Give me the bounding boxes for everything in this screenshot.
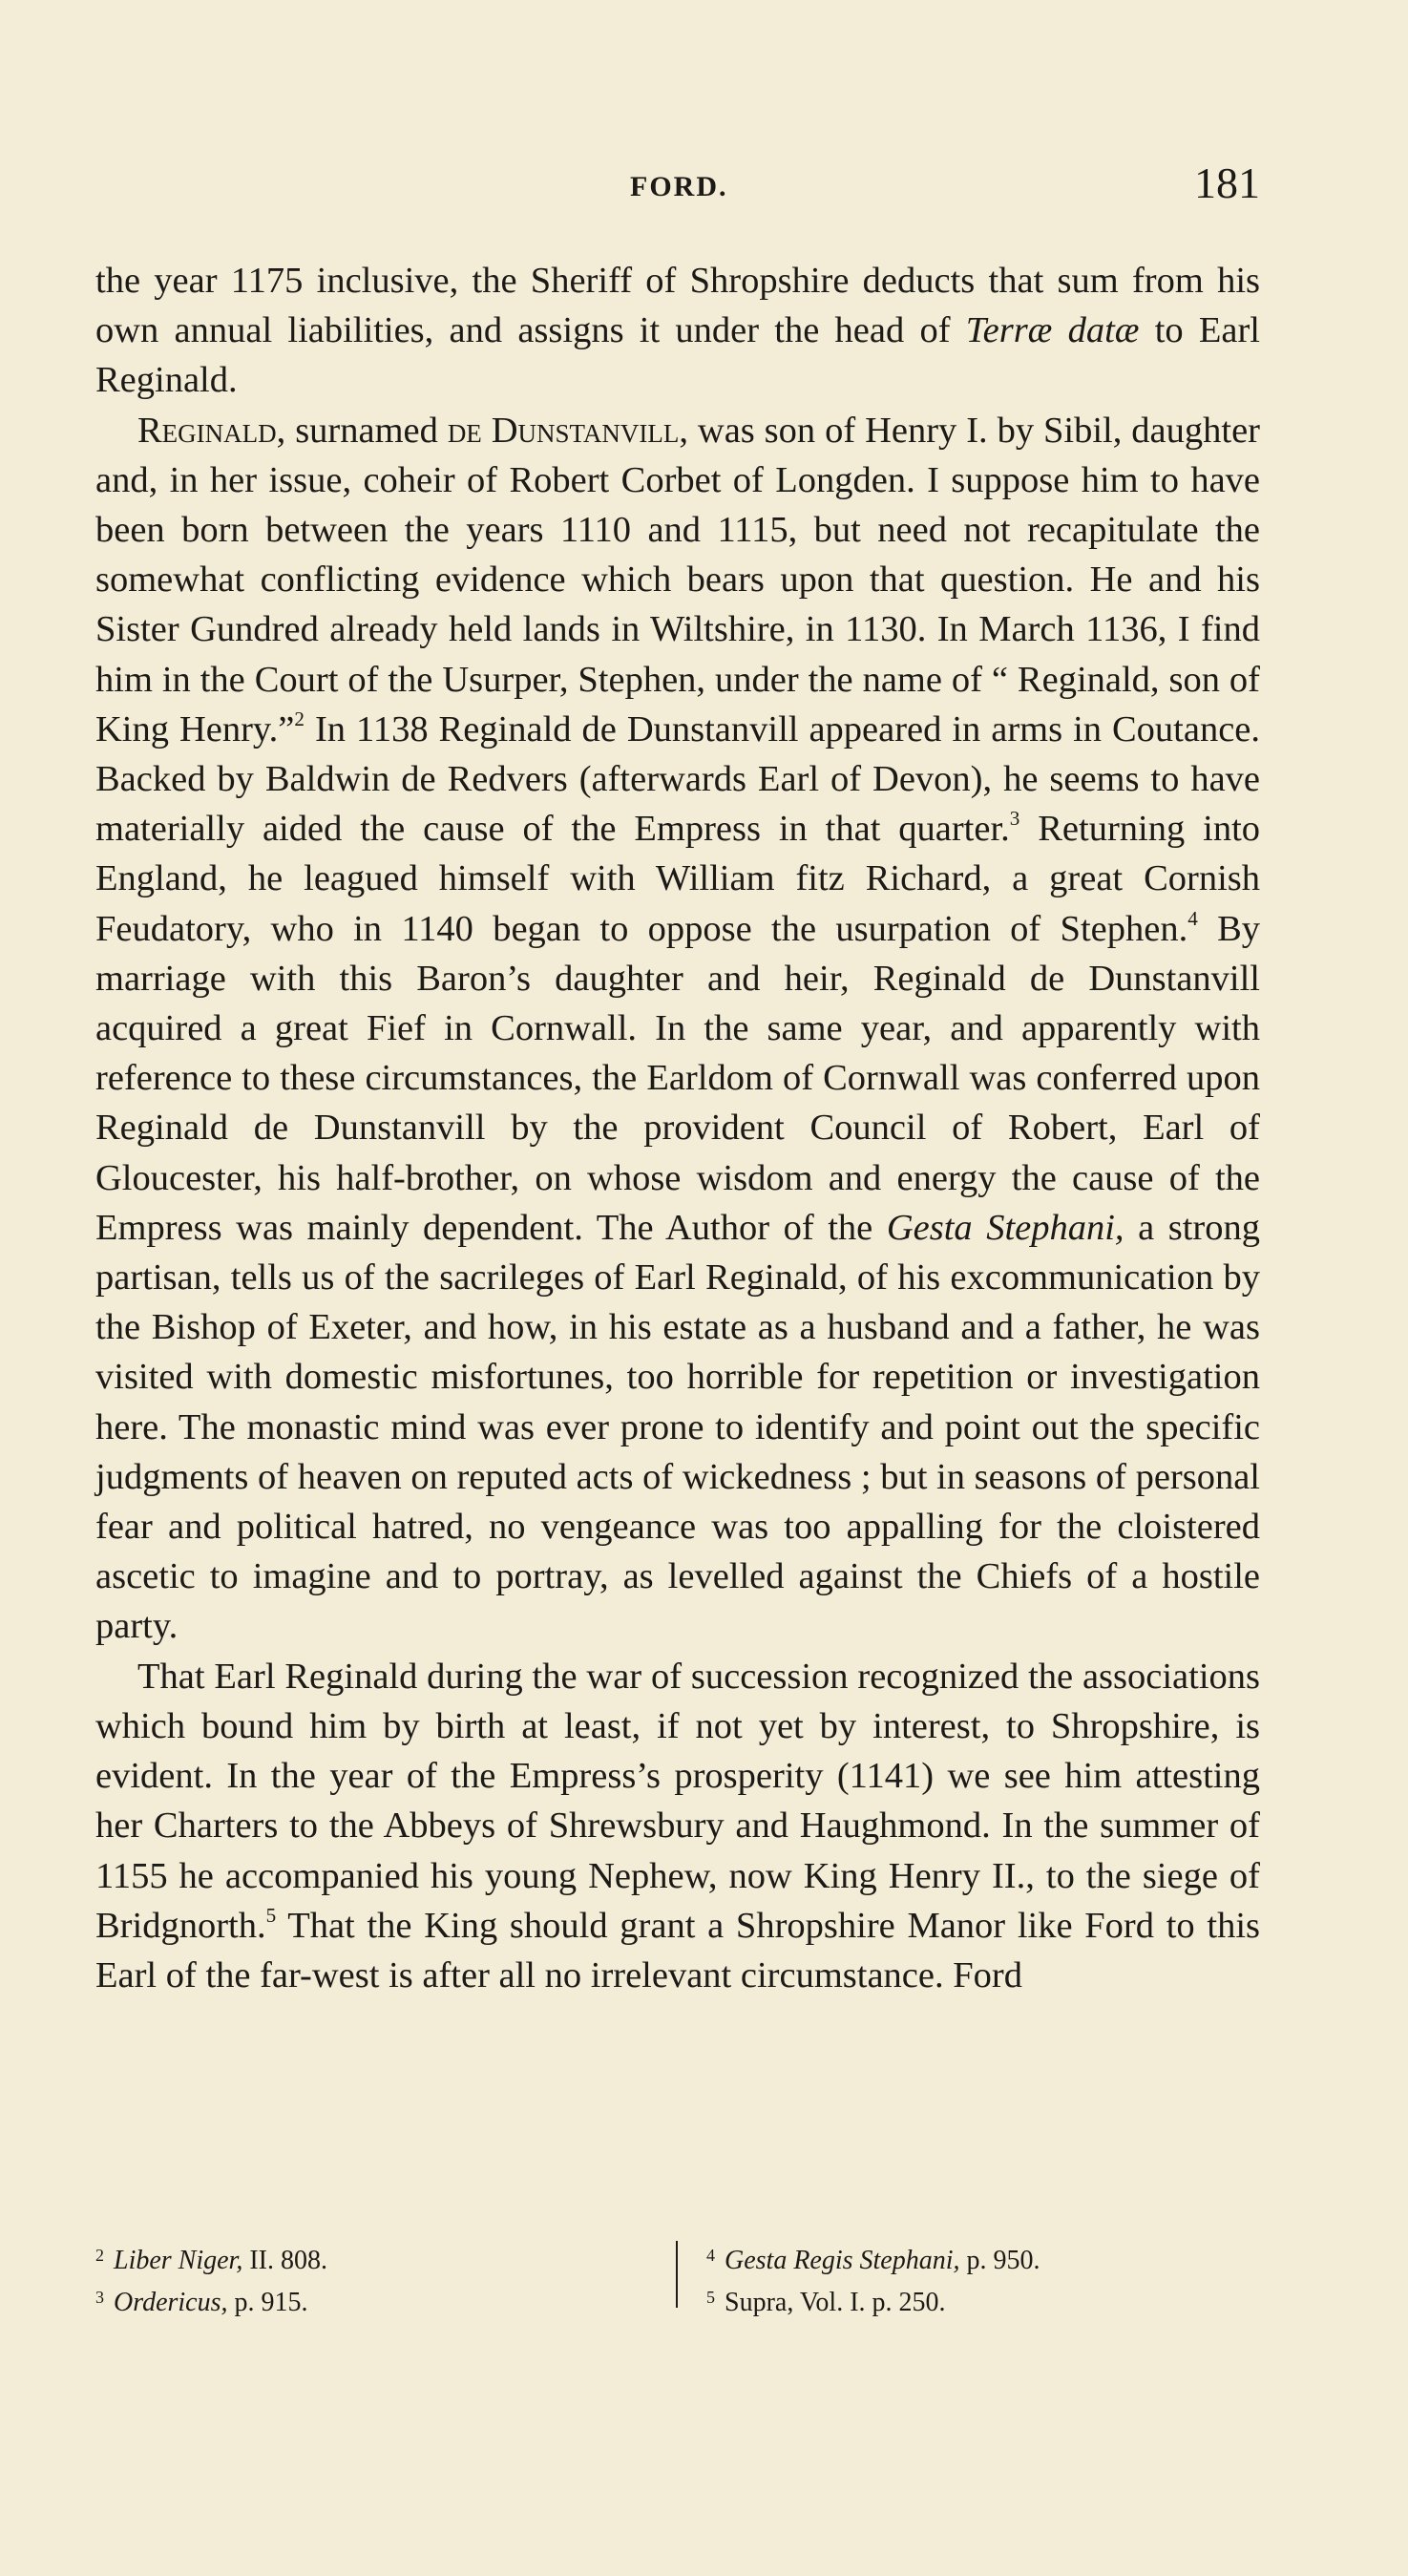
italic-term: Terræ datæ: [965, 310, 1140, 351]
footnote-2: $^2$ Liber Niger, II. 808.: [95, 2246, 328, 2275]
footnote-divider: [676, 2241, 678, 2308]
running-head: FORD.: [630, 171, 728, 202]
footnote-3: $^3$ Ordericus, p. 915.: [95, 2288, 308, 2317]
body-text: [95, 256, 1260, 2000]
small-caps-name: Reginald,: [137, 410, 286, 451]
footnote-ref-5: 5: [265, 1903, 277, 1927]
page-header: [95, 158, 1260, 215]
footnote-column-right: [706, 2237, 1260, 2321]
italic-title: Gesta Stephani,: [886, 1207, 1124, 1248]
footnote-column-left: [95, 2237, 630, 2321]
paragraph-1: the year 1175 inclusive, the Sheriff of Shropshire deducts that sum from his own annual liabilities, and assigns it under the head of Terræ datæ to Earl Reginald.: [95, 261, 1260, 401]
small-caps-surname: de Dunstanvill,: [447, 410, 688, 451]
footnote-4: $^4$ Gesta Regis Stephani, p. 950.: [706, 2246, 1040, 2275]
paragraph-2: Reginald, surnamed de Dunstanvill, was son of Henry I. by Sibil, daughter and, in her issue, coheir of Robert Corbet of Longden. I suppose him to have been born between the years 1110 and 1115, but need not recapitulate the somewhat conflicting evidence which bears upon that question. He and his Sister Gundred already held lands in Wiltshire, in 1130. In March 1136, I find him in the Court of the Usurper, Stephen, under the name of “ Reginald, son of King Henry.”$^2$ In 1138 Reginald de Dunstanvill appeared in arms in Coutance. Backed by Baldwin de Redvers (afterwards Earl of Devon), he seems to have materially aided the cause of the Empress in that quarter.$^3$ Returning into England, he leagued himself with William fitz Richard, a great Cornish Feudatory, who in 1140 began to oppose the usurpation of Stephen.$^4$ By marriage with this Baron’s daughter and heir, Reginald de Dunstanvill acquired a great Fief in Cornwall. In the same year, and apparently with reference to these circumstances, the Earldom of Cornwall was conferred upon Reginald de Dunstanvill by the provident Council of Robert, Earl of Gloucester, his half-brother, on whose wisdom and energy the cause of the Empress was mainly dependent. The Author of the Gesta Stephani, a strong partisan, tells us of the sacrileges of Earl Reginald, of his excommunication by the Bishop of Exeter, and how, in his estate as a husband and a father, he was visited with domestic misfortunes, too horrible for repetition or investigation here. The monastic mind was ever prone to identify and point out the specific judgments of heaven on reputed acts of wickedness ; but in seasons of personal fear and political hatred, no vengeance was too appalling for the cloistered ascetic to imagine and to portray, as levelled against the Chiefs of a hostile party.: [95, 410, 1261, 1647]
footnote-5: $^5$ Supra, Vol. I. p. 250.: [706, 2288, 946, 2317]
footnote-ref-2: 2: [294, 707, 305, 730]
footnote-ref-3: 3: [1009, 807, 1020, 831]
footnote-ref-4: 4: [1187, 906, 1198, 930]
footnotes: [95, 2237, 1260, 2317]
page-number: 181: [1194, 158, 1260, 207]
paragraph-3: That Earl Reginald during the war of succession recognized the associations which bound him by birth at least, if not yet by interest, to Shropshire, is evident. In the year of the Empress’s prosperity (1141) we see him attesting her Charters to the Abbeys of Shrewsbury and Haughmond. In the summer of 1155 he accompanied his young Nephew, now King Henry II., to the siege of Bridgnorth.$^5$ That the King should grant a Shropshire Manor like Ford to this Earl of the far-west is after all no irrelevant circumstance. Ford: [95, 1656, 1260, 1995]
